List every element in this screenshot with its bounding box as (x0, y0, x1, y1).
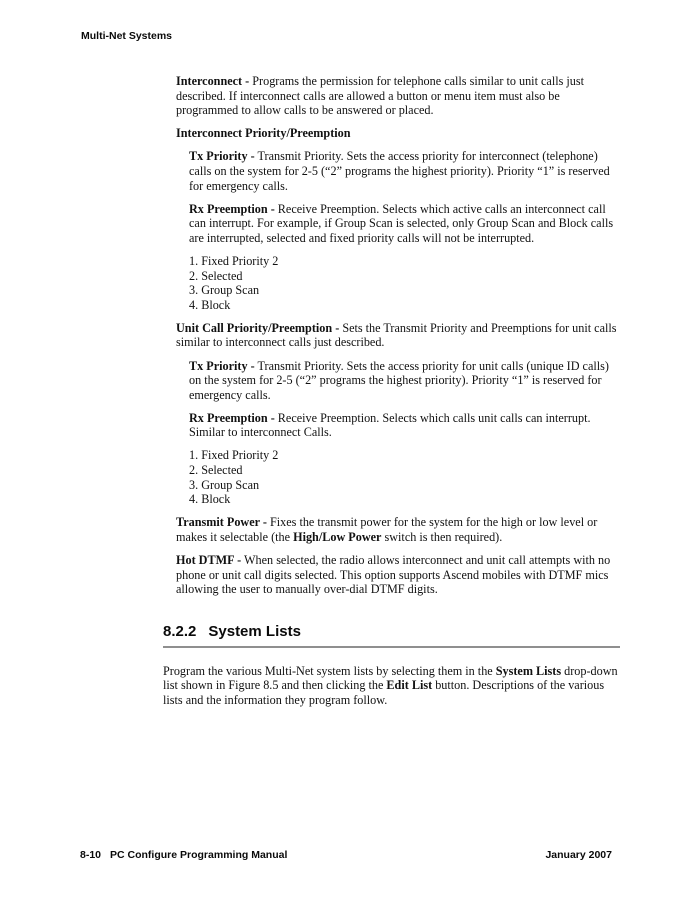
footer-manual-title: PC Configure Programming Manual (110, 849, 288, 861)
paragraph-text: Transmit Priority. Sets the access priority for unit calls (unique ID calls) on the system for 2-5 (“2” programs the highest priority). Priority “1” is reserved for emergency calls. (189, 358, 609, 402)
paragraph-text: Receive Preemption. Selects which active calls an interconnect call can interrupt. For example, if Group Scan is selected, only Group Scan and Block calls are interrupted, selected and fixed priority calls will not be interrupted. (189, 201, 614, 245)
subheading-interconnect-priority: Interconnect Priority/Preemption (176, 126, 351, 141)
section-heading (163, 623, 620, 648)
paragraph-text: switch is then required). (381, 529, 503, 544)
paragraph-hot-dtmf (176, 553, 620, 597)
paragraph-text: Receive Preemption. Selects which calls unit calls can interrupt. Similar to interconnect Calls. (189, 410, 591, 440)
paragraph-rx-preemption-interconnect (189, 202, 620, 246)
page-footer (80, 849, 612, 861)
inline-bold-text: System Lists (495, 663, 562, 678)
paragraph-text: Programs the permission for telephone calls similar to unit calls just described. If interconnect calls are allowed a button or menu item must also be programmed to allow calls to be answered or placed. (176, 74, 584, 118)
footer-page-number: 8-10 (80, 849, 102, 861)
list-item: 4. Block (189, 492, 231, 507)
list-item: 1. Fixed Priority 2 (189, 253, 279, 268)
paragraph-text: When selected, the radio allows interconnect and unit call attempts with no phone or unit call digits selected. This option supports Ascend mobiles with DTMF mics allowing the user to manually over-dial DTMF digits. (176, 553, 611, 597)
list-item: 1. Fixed Priority 2 (189, 448, 279, 463)
paragraph-lead: Transmit Power - (176, 515, 267, 530)
paragraph-lead: Tx Priority - (189, 358, 255, 373)
priority-list-interconnect (189, 254, 620, 312)
list-item: 4. Block (189, 297, 231, 312)
list-item: 2. Selected (189, 268, 243, 283)
list-item: 3. Group Scan (189, 283, 260, 298)
paragraph-tx-priority-unit (189, 359, 620, 403)
inline-bold-text: Edit List (386, 678, 433, 693)
list-item: 3. Group Scan (189, 477, 260, 492)
list-item: 2. Selected (189, 463, 243, 478)
paragraph-lead: Rx Preemption - (189, 201, 275, 216)
paragraph-lead: Rx Preemption - (189, 410, 275, 425)
section-number: 8.2.2 (163, 622, 197, 640)
inline-bold-text: High/Low Power (293, 529, 382, 544)
footer-left (80, 849, 287, 861)
priority-list-unit (189, 448, 620, 506)
paragraph-lead: Tx Priority - (189, 149, 255, 164)
paragraph-lead: Unit Call Priority/Preemption - (176, 320, 340, 335)
section-title: System Lists (208, 622, 301, 640)
paragraph-lead: Hot DTMF - (176, 553, 242, 568)
paragraph-text: Fixes the transmit power for the system for the high or low level or makes it selectable (the (176, 515, 598, 544)
footer-date: January 2007 (545, 849, 612, 861)
paragraph-text: Sets the Transmit Priority and Preemptions for unit calls similar to interconnect calls just described. (176, 320, 617, 350)
paragraph-rx-preemption-unit (189, 411, 620, 440)
paragraph-unit-call-priority (176, 321, 620, 350)
paragraph-text: Program the various Multi-Net system lists by selecting them in the (163, 663, 496, 678)
paragraph-system-lists-intro (163, 664, 620, 708)
paragraph-text: Transmit Priority. Sets the access priority for interconnect (telephone) calls on the system for 2-5 (“2” programs the highest priority). Priority “1” is reserved for emergency calls. (189, 149, 610, 193)
paragraph-tx-priority-interconnect (189, 149, 620, 193)
paragraph-interconnect (176, 74, 620, 118)
paragraph-text: button. Descriptions of the various lists and the information they program follow. (163, 678, 605, 707)
running-header: Multi-Net Systems (81, 30, 173, 42)
paragraph-text: drop-down list shown in Figure 8.5 and then clicking the (163, 663, 618, 693)
page-content (163, 74, 620, 716)
paragraph-lead: Interconnect - (176, 74, 250, 88)
paragraph-transmit-power (176, 515, 620, 544)
